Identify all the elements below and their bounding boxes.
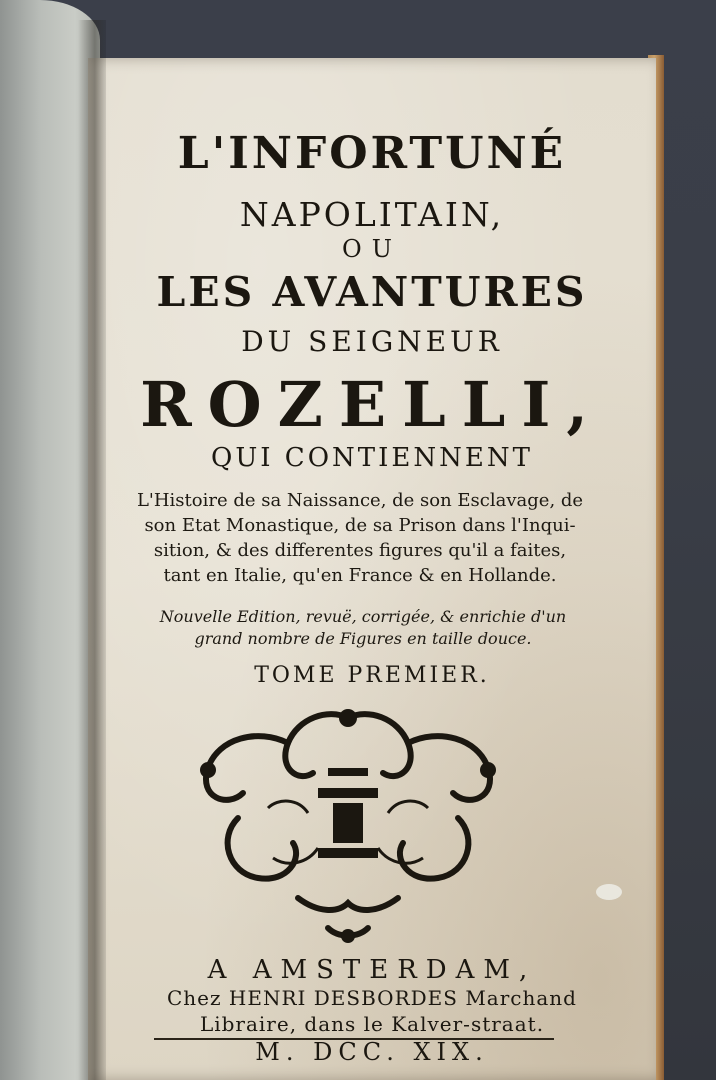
title-line-7: QUI CONTIENNENT xyxy=(211,443,533,473)
edition-note xyxy=(98,606,628,650)
description-line: son Etat Monastique, de sa Prison dans l'Inqui- xyxy=(144,515,576,536)
title-line-2: NAPOLITAIN, xyxy=(239,195,505,234)
description-line: sition, & des differentes figures qu'il a faites, xyxy=(153,540,567,561)
title-line-4: LES AVANTURES xyxy=(156,268,588,316)
printers-ornament xyxy=(178,698,518,948)
imprint-address: Libraire, dans le Kalver-straat. xyxy=(199,1012,545,1036)
edition-line: grand nombre de Figures en taille douce. xyxy=(194,629,532,648)
tome-label: TOME PREMIER. xyxy=(254,663,490,688)
title-line-5: DU SEIGNEUR xyxy=(241,325,503,358)
title-line-3: OU xyxy=(342,235,402,263)
title-line-6: ROZELLI, xyxy=(140,368,604,441)
spine-shadow xyxy=(78,20,106,1080)
imprint-printer: Chez HENRI DESBORDES Marchand xyxy=(167,986,577,1010)
description-line: L'Histoire de sa Naissance, de son Esclavage, de xyxy=(136,490,584,511)
paper-foxing-spot xyxy=(596,884,622,900)
description-line: tant en Italie, qu'en France & en Hollande. xyxy=(163,565,557,586)
edition-line: Nouvelle Edition, revuë, corrigée, & enrichie d'un xyxy=(159,607,567,626)
title-page xyxy=(88,58,656,1080)
title-line-1: L'INFORTUNÉ xyxy=(177,128,567,179)
imprint-city: A AMSTERDAM, xyxy=(207,955,537,985)
imprint-date: M. DCC. XIX. xyxy=(255,1038,489,1066)
description-block xyxy=(100,488,620,588)
